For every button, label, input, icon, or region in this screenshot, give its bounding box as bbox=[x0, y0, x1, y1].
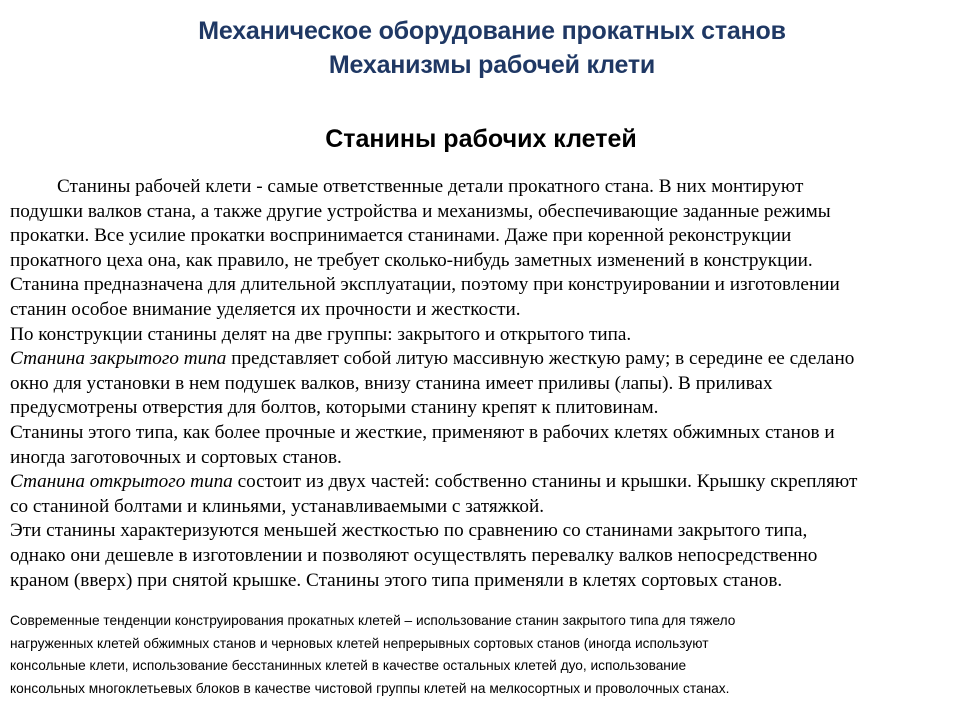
body-line: иногда заготовочных и сортовых станов. bbox=[10, 446, 342, 468]
body-line: станин особое внимание уделяется их прочности и жесткости. bbox=[10, 298, 521, 320]
body-line: подушки валков стана, а также другие устройства и механизмы, обеспечивающие заданные режимы bbox=[10, 200, 831, 222]
footnote-line: нагруженных клетей обжимных станов и черновых клетей непрерывных сортовых станов (иногда используют bbox=[10, 635, 709, 651]
footnote-line: консольные клети, использование бесстанинных клетей в качестве остальных клетей дуо, использование bbox=[10, 658, 687, 674]
footnote-text bbox=[10, 610, 960, 700]
slide-title bbox=[0, 14, 960, 82]
body-text bbox=[10, 175, 960, 593]
title-line-2: Механизмы рабочей клети bbox=[328, 51, 656, 79]
body-line-rest: представляет собой литую массивную жесткую раму; в середине ее сделано bbox=[226, 348, 855, 370]
body-line: однако они дешевле в изготовлении и позволяют осуществлять перевалку валков непосредственно bbox=[10, 544, 818, 566]
body-line: Станина предназначена для длительной эксплуатации, поэтому при конструировании и изготовлении bbox=[10, 274, 840, 296]
body-line: Эти станины характеризуются меньшей жесткостью по сравнению со станинами закрытого типа, bbox=[10, 520, 808, 542]
body-line: прокатного цеха она, как правило, не требует сколько-нибудь заметных изменений в конструкции. bbox=[10, 249, 813, 271]
term-closed-type: Станина закрытого типа bbox=[10, 348, 227, 370]
body-line: Станины этого типа, как более прочные и жесткие, применяют в рабочих клетях обжимных станов и bbox=[10, 421, 835, 443]
body-line bbox=[10, 347, 960, 372]
section-heading: Станины рабочих клетей bbox=[325, 125, 637, 153]
term-open-type: Станина открытого типа bbox=[10, 471, 233, 493]
body-line: со станиной болтами и клиньями, устанавливаемыми с затяжкой. bbox=[10, 495, 545, 517]
body-line: Станины рабочей клети - самые ответственные детали прокатного стана. В них монтируют bbox=[57, 176, 804, 197]
title-line-1: Механическое оборудование прокатных станов bbox=[198, 17, 786, 45]
footnote-line: консольных многоклетьевых блоков в качестве чистовой группы клетей на мелкосортных и проволочных станах. bbox=[10, 680, 730, 696]
body-line-rest: состоит из двух частей: собственно станины и крышки. Крышку скрепляют bbox=[232, 471, 858, 493]
body-line: По конструкции станины делят на две группы: закрытого и открытого типа. bbox=[10, 323, 632, 345]
body-line: окно для установки в нем подушек валков, внизу станина имеет приливы (лапы). В приливах bbox=[10, 372, 773, 394]
body-line: краном (вверх) при снятой крышке. Станины этого типа применяли в клетях сортовых станов. bbox=[10, 569, 783, 591]
body-line: предусмотрены отверстия для болтов, которыми станину крепят к плитовинам. bbox=[10, 397, 659, 419]
footnote-line: Современные тенденции конструирования прокатных клетей – использование станин закрытого типа для тяжело bbox=[10, 613, 736, 628]
body-line: прокатки. Все усилие прокатки воспринимается станинами. Даже при коренной реконструкции bbox=[10, 225, 792, 247]
body-line bbox=[10, 470, 960, 495]
